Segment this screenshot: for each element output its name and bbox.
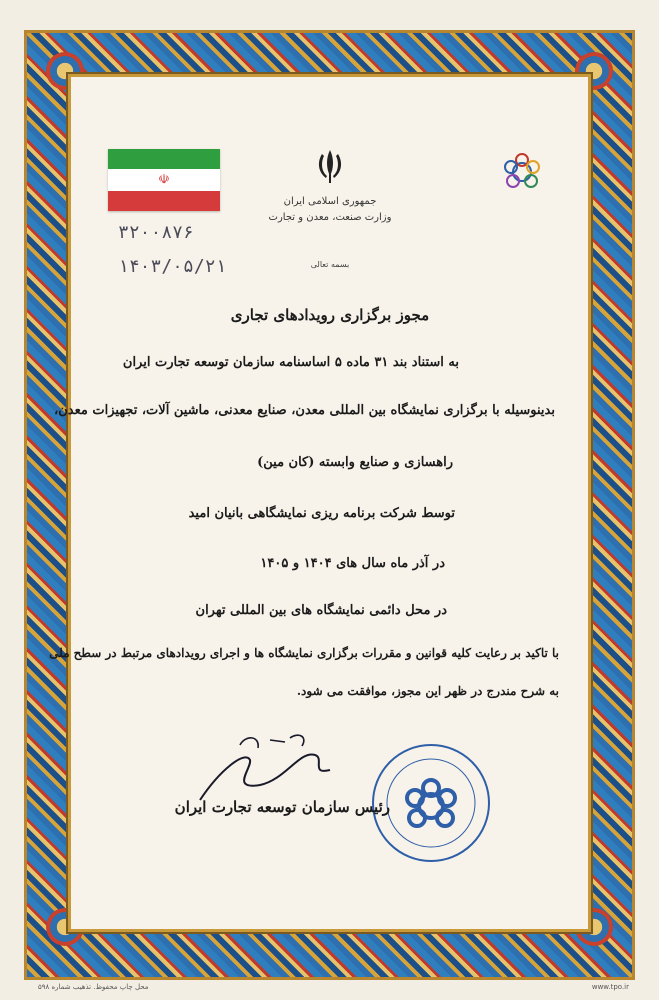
body-line-4: توسط شرکت برنامه ریزی نمایشگاهی بانیان امید [188,506,455,521]
trade-promotion-organization-logo [490,140,570,200]
signatory-title: رئیس سازمان توسعه تجارت ایران [174,798,390,816]
body-line-8: به شرح مندرج در ظهر این مجوز، موافقت می شود. [296,684,559,698]
body-line-7: با تاکید بر رعایت کلیه قوانین و مقررات برگزاری نمایشگاه ها و اجرای رویدادهای مرتبط در سطح ملی [49,646,559,660]
body-line-2: بدینوسیله با برگزاری نمایشگاه بین المللی معدن، صنایع معدنی، ماشین آلات، تجهیزات معدن، [54,403,555,418]
body-line-1: به استناد بند ۳۱ ماده ۵ اساسنامه سازمان توسعه تجارت ایران [122,355,459,370]
footer-website: www.tpo.ir [591,983,629,991]
body-line-6: در محل دائمی نمایشگاه های بین المللی تهران [195,603,447,618]
reference-date: ۱۴۰۳/۰۵/۲۱ [118,256,227,277]
document-title: مجوز برگزاری رویدادهای تجاری [230,306,430,324]
invocation-text: بسمه تعالی [310,260,350,269]
iran-emblem-icon [312,148,348,186]
body-line-5: در آذر ماه سال های ۱۴۰۴ و ۱۴۰۵ [260,556,445,571]
flag-emblem-icon: ☫ [158,172,170,188]
reference-number: ۳۲۰۰۸۷۶ [118,222,194,243]
footer-print-note: محل چاپ محفوظ. تذهیب شماره ۵۹۸ [38,983,149,991]
ministry-name: وزارت صنعت، معدن و تجارت [268,212,392,223]
iran-flag [108,149,220,211]
body-line-3: راهسازی و صنایع وابسته (کان مین) [257,455,453,470]
country-name: جمهوری اسلامی ایران [283,196,377,207]
